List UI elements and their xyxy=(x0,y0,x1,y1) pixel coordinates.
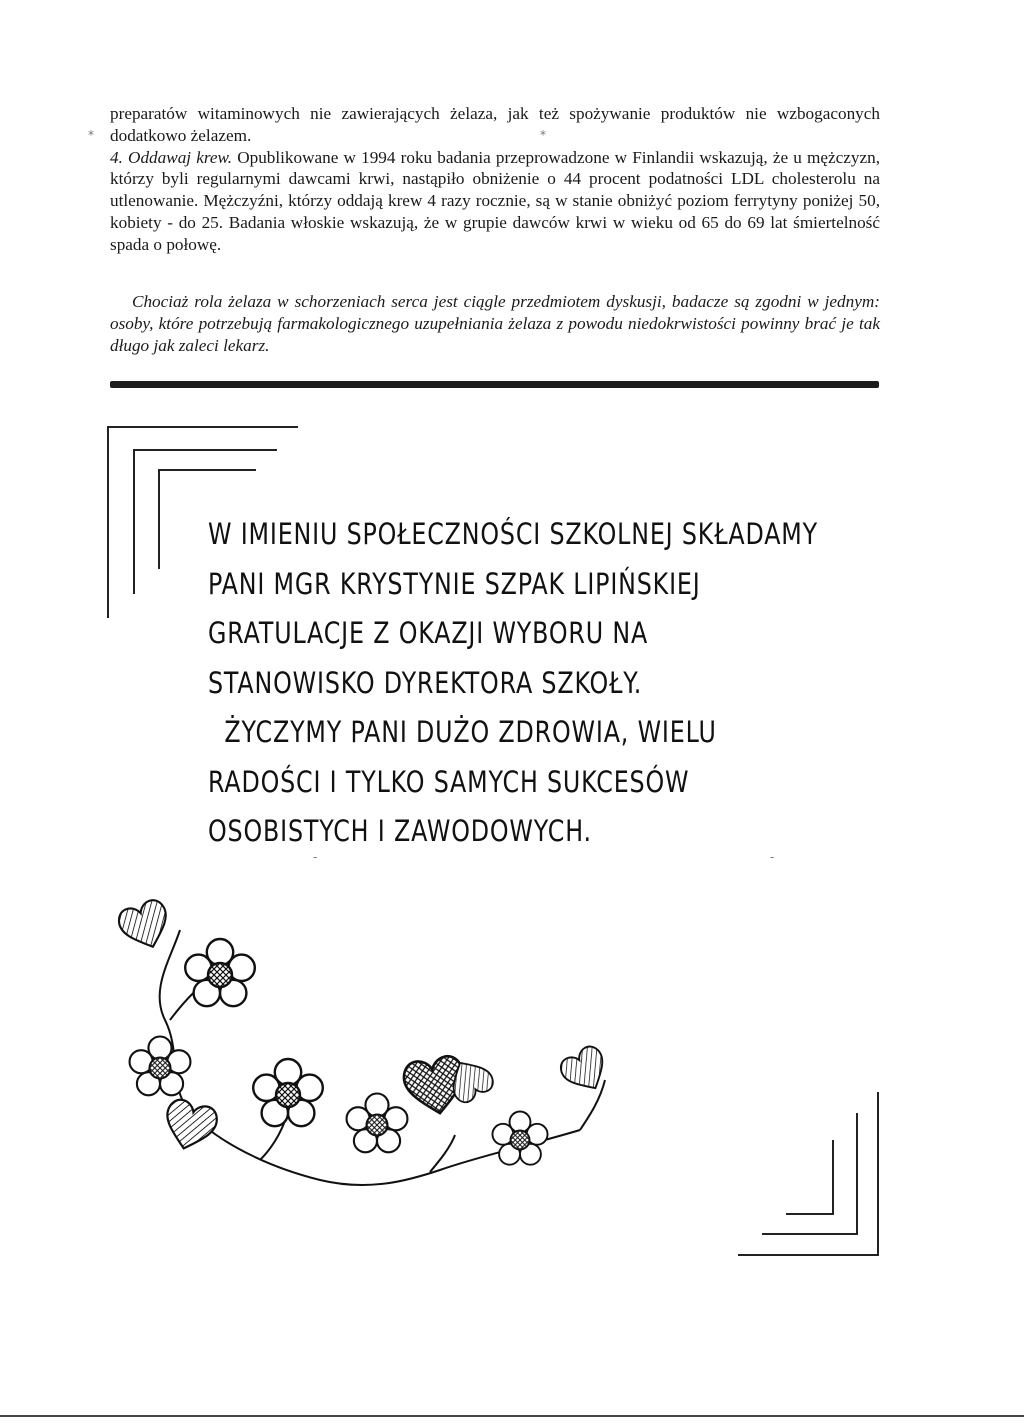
greeting-line-4: STANOWISKO DYREKTORA SZKOŁY. xyxy=(208,665,643,700)
article-paragraph-point4 xyxy=(110,147,880,256)
frame-corner-bottom-right-outer-h xyxy=(738,1254,879,1256)
scan-speck: * xyxy=(88,128,94,142)
point4-text: Opublikowane w 1994 roku badania przeprowadzone w Finlandii wskazują, że u mężczyzn, którzy byli regularnymi dawcami krwi, nastąpiło obniżenie o 44 procent podatności LDL cholesterolu na utlenowanie. Mężczyźni, którzy oddają krew 4 razy rocznie, są w stanie obniżyć poziom ferrytyny poniżej 50, kobiety - do 25. Badania włoskie wskazują, że w grupie dawców krwi w wieku od 65 do 69 lat śmiertelność spada o połowę. xyxy=(110,147,880,254)
frame-corner-top-left-inner-v xyxy=(158,469,160,569)
greeting-line-7: OSOBISTYCH I ZAWODOWYCH. xyxy=(208,814,592,848)
scan-speck: - xyxy=(770,850,775,864)
frame-corner-bottom-right-inner-h xyxy=(786,1213,834,1215)
floral-vine-illustration xyxy=(110,880,630,1240)
frame-corner-bottom-right-inner-v xyxy=(832,1140,834,1215)
section-divider xyxy=(110,381,879,388)
article-line1: preparatów witaminowych nie zawierających żelaza, jak też spożywanie produktów nie wzbogaconych dodatkowo żelazem. xyxy=(110,104,880,145)
frame-corner-bottom-right-mid-h xyxy=(762,1233,858,1235)
frame-corner-top-left-mid-h xyxy=(133,449,277,451)
greeting-line-6: RADOŚCI I TYLKO SAMYCH SUKCESÓW xyxy=(208,764,690,799)
scan-edge-line xyxy=(0,1415,1024,1417)
article-paragraph-iron xyxy=(110,103,880,147)
frame-corner-top-left-outer-v xyxy=(107,426,109,618)
article-conclusion: Chociaż rola żelaza w schorzeniach serca jest ciągle przedmiotem dyskusji, badacze są zgodni w jednym: osoby, które potrzebują farmakologicznego uzupełniania żelaza z powodu niedokrwistości powinny brać je tak długo jak zaleci lekarz. xyxy=(110,292,880,355)
greeting-line-3: GRATULACJE Z OKAZJI WYBORU NA xyxy=(208,616,649,650)
greeting-line-1: W IMIENIU SPOŁECZNOŚCI SZKOLNEJ SKŁADAMY xyxy=(208,517,818,551)
article-text xyxy=(110,103,880,256)
frame-corner-top-left-inner-h xyxy=(158,469,256,471)
frame-corner-top-left-outer-h xyxy=(107,426,298,428)
greeting-line-5: ŻYCZYMY PANI DUŻO ZDROWIA, WIELU xyxy=(224,715,717,749)
greeting-message xyxy=(208,510,818,857)
scan-speck: - xyxy=(313,850,318,864)
point4-label: 4. Oddawaj krew. xyxy=(110,147,233,167)
greeting-line-2: PANI MGR KRYSTYNIE SZPAK LIPIŃSKIEJ xyxy=(208,566,701,601)
frame-corner-top-left-mid-v xyxy=(133,449,135,594)
frame-corner-bottom-right-mid-v xyxy=(856,1113,858,1235)
scan-speck: * xyxy=(540,128,546,142)
frame-corner-bottom-right-outer-v xyxy=(877,1092,879,1256)
